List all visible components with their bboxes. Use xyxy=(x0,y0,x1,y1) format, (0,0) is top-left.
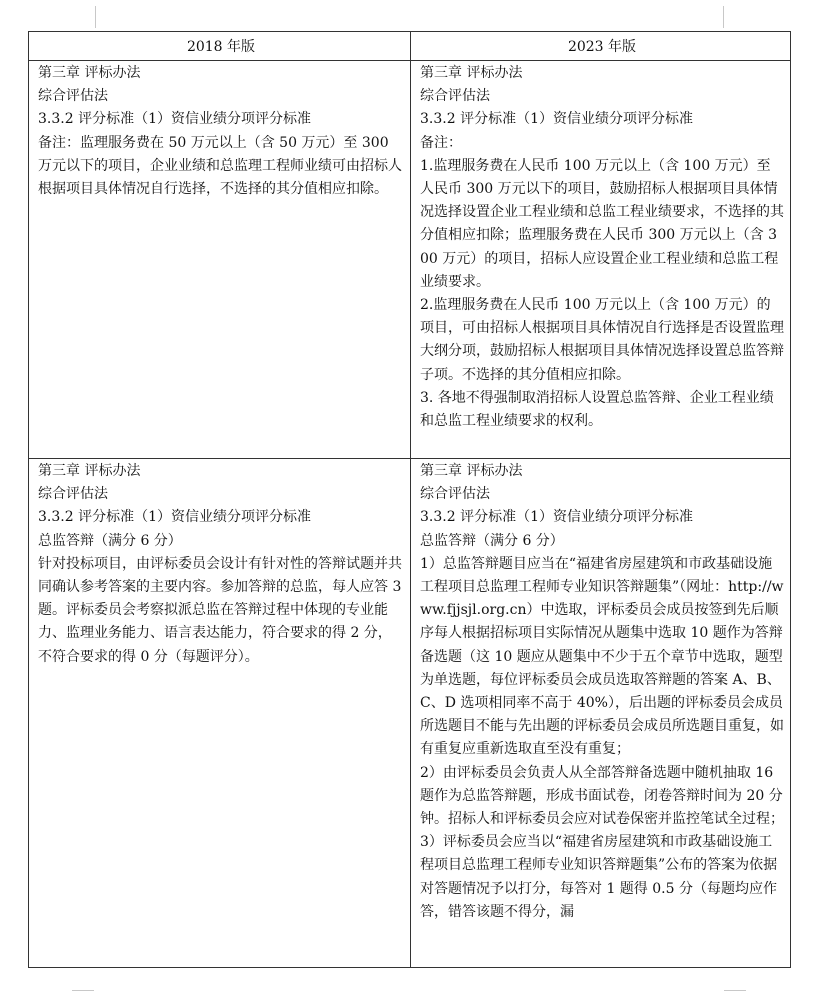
defense-text: 针对投标项目，由评标委员会设计有针对性的答辩试题并共同确认参考答案的主要内容。参加答辩的总监，每人应答 3 题。评标委员会考察拟派总监在答辩过程中体现的专业能力、监理业务能力、语言表达能力，符合要求的得 2 分，不符合要求的得 0 分（每题评分）。 xyxy=(38,555,402,665)
remark-text: 备注：监理服务费在 50 万元以上（含 50 万元）至 300 万元以下的项目，企业业绩和总监理工程师业绩可由招标人根据项目具体情况自行选择，不选择的其分值相应扣除。 xyxy=(38,134,402,198)
table-row xyxy=(29,61,791,459)
section-title: 3.3.2 评分标准（1）资信业绩分项评分标准 xyxy=(38,509,311,526)
defense-title: 总监答辩（满分 6 分） xyxy=(420,532,564,549)
section-title: 3.3.2 评分标准（1）资信业绩分项评分标准 xyxy=(420,509,693,526)
header-2018: 2018 年版 xyxy=(29,32,411,61)
method-title: 综合评估法 xyxy=(420,486,490,503)
header-2023: 2023 年版 xyxy=(411,32,791,61)
chapter-title: 第三章 评标办法 xyxy=(38,65,141,81)
cell-2023-defense xyxy=(411,459,791,968)
chapter-title: 第三章 评标办法 xyxy=(420,65,523,81)
header-row xyxy=(29,32,791,61)
remark-item-1: 1.监理服务费在人民币 100 万元以上（含 100 万元）至人民币 300 万元以下的项目，鼓励招标人根据项目具体情况选择设置企业工程业绩和总监工程业绩要求，不选择的其分值相应扣除；监理服务费在人民币 300 万元以上（含 300 万元）的项目，招标人应设置企业工程业绩和总监工程业绩要求。 xyxy=(420,157,784,290)
defense-item-2: 2）由评标委员会负责人从全部答辩备选题中随机抽取 16 题作为总监答辩题，形成书面试卷，闭卷答辩时间为 20 分钟。招标人和评标委员会应对试卷保密并监控笔试全过程； xyxy=(420,764,784,828)
cell-2023-remarks xyxy=(411,61,791,459)
defense-item-3: 3）评标委员会应当以“福建省房屋建筑和市政基础设施工程项目总监理工程师专业知识答辩题集”公布的答案为依据对答题情况予以打分，每答对 1 题得 0.5 分（每题均应作答，错答该题不得分，漏 xyxy=(420,834,778,920)
remark-item-2: 2.监理服务费在人民币 100 万元以上（含 100 万元）的项目，可由招标人根据项目具体情况自行选择是否设置监理大纲分项，鼓励招标人根据项目具体情况选择设置总监答辩子项。不选择的其分值相应扣除。 xyxy=(420,297,784,383)
defense-title: 总监答辩（满分 6 分） xyxy=(38,532,182,549)
crop-mark-top-left xyxy=(95,6,96,28)
remark-item-3: 3. 各地不得强制取消招标人设置总监答辩、企业工程业绩和总监工程业绩要求的权利。 xyxy=(420,389,774,430)
crop-mark-bottom-right xyxy=(724,990,746,991)
defense-item-1: 1）总监答辩题目应当在“福建省房屋建筑和市政基础设施工程项目总监理工程师专业知识答辩题集”（网址：http://www.fjjsjl.org.cn）中选取，评标委员会成员按签到先后顺序每人根据招标项目实际情况从题集中选取 10 题作为答辩备选题（这 10 题应从题集中不少于五个章节中选取，题型为单选题，每位评标委员会成员选取答辩题的答案 A、B、C、D 选项相同率不高于 40%），后出题的评标委员会成员所选题目不能与先出题的评标委员会成员所选题目重复，如有重复应重新选取直至没有重复； xyxy=(420,555,784,758)
crop-mark-top-right xyxy=(723,6,724,28)
method-title: 综合评估法 xyxy=(38,88,108,105)
method-title: 综合评估法 xyxy=(38,486,108,503)
comparison-table xyxy=(28,31,791,968)
section-title: 3.3.2 评分标准（1）资信业绩分项评分标准 xyxy=(38,111,311,128)
section-title: 3.3.2 评分标准（1）资信业绩分项评分标准 xyxy=(420,111,693,128)
table-row xyxy=(29,459,791,968)
cell-2018-defense xyxy=(29,459,411,968)
chapter-title: 第三章 评标办法 xyxy=(420,463,523,479)
remark-label: 备注： xyxy=(420,134,462,151)
method-title: 综合评估法 xyxy=(420,88,490,105)
crop-mark-bottom-left xyxy=(72,990,94,991)
cell-2018-remarks xyxy=(29,61,411,459)
chapter-title: 第三章 评标办法 xyxy=(38,463,141,479)
